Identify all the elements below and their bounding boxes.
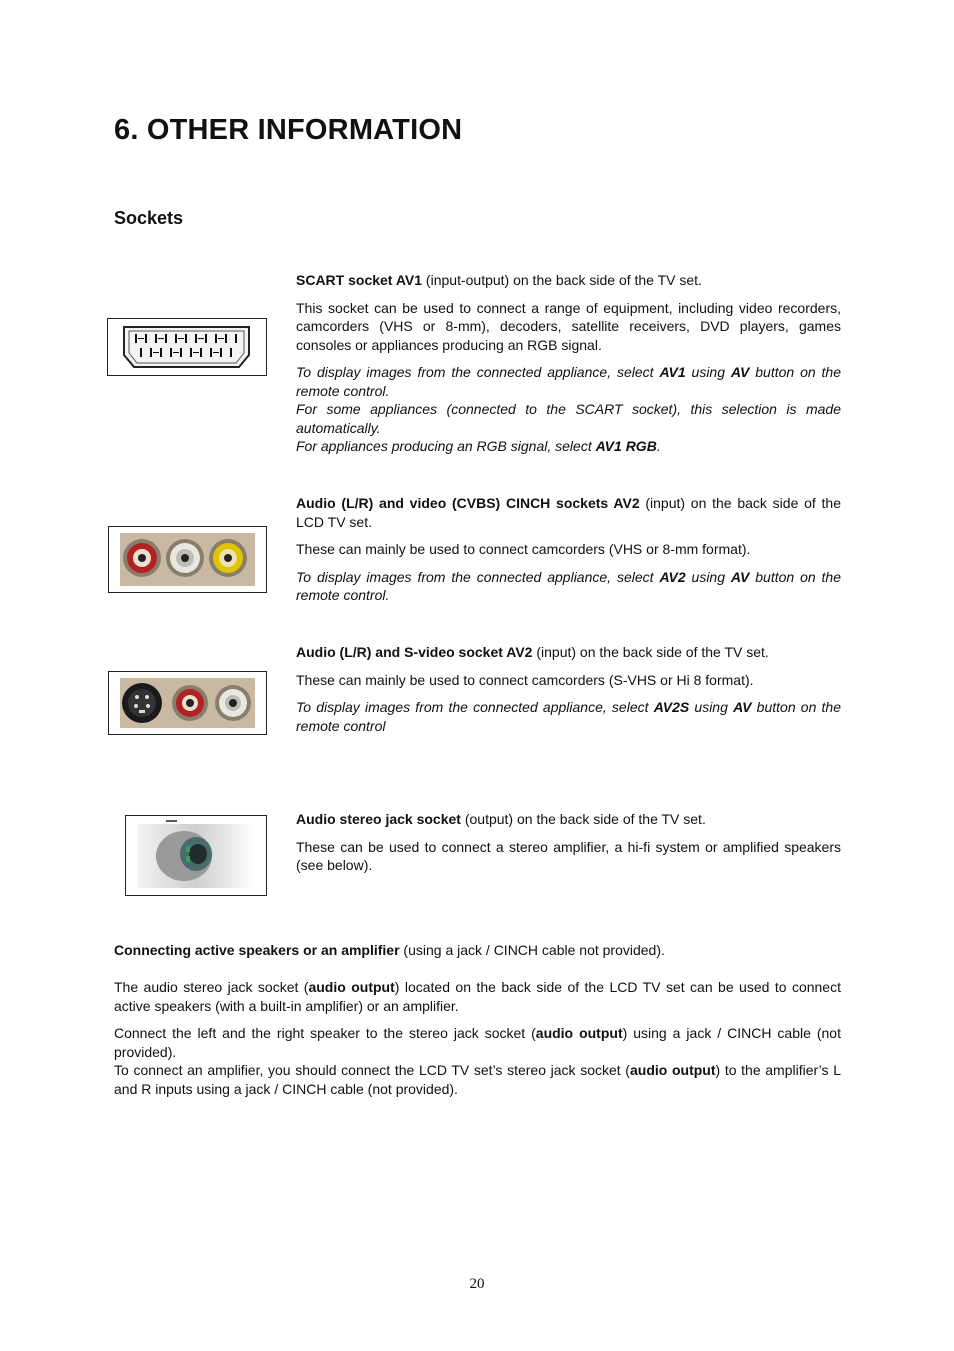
rca-sockets-icon <box>109 527 266 592</box>
jack-description: Audio stereo jack socket (output) on the back side of the TV set. These can be used to connect a stereo amplifier, a hi-fi system or amplified speakers (see below). <box>296 811 841 873</box>
section-heading-sockets: Sockets <box>114 208 184 228</box>
svideo-description: Audio (L/R) and S-video socket AV2 (input) on the back side of the TV set. These can mainly be used to connect camcorders (S-VHS or Hi 8 format). To display images from the connected appliance, select AV2S using AV button on the remote control <box>296 644 841 734</box>
scart-auto-note: For some appliances (connected to the SCART socket), this selection is made automatically. <box>296 401 841 436</box>
scart-paragraph: This socket can be used to connect a range of equipment, including video recorders, camcorders (VHS or 8-mm), decoders, satellite receivers, DVD players, games consoles or appliances producing an RGB signal. <box>296 299 841 353</box>
scart-connector-icon <box>108 319 266 375</box>
svideo-sockets-icon <box>109 672 266 734</box>
connecting-paragraph-1: The audio stereo jack socket (audio output) located on the back side of the LCD TV set can be used to connect active speakers (with a built-in amplifier) or an amplifier. <box>114 979 841 1014</box>
page-title: 6. OTHER INFORMATION <box>114 114 463 146</box>
connecting-paragraph-3: To connect an amplifier, you should connect the LCD TV set’s stereo jack socket (audio output) to the amplifier’s L and R inputs using a jack / CINCH cable (not provided). <box>114 1062 841 1097</box>
svideo-instruction: To display images from the connected appliance, select AV2S using AV button on the remote control <box>296 699 841 734</box>
cinch-sockets-image <box>108 526 267 593</box>
scart-rgb-note: For appliances producing an RGB signal, select AV1 RGB. <box>296 438 661 454</box>
scart-socket-image <box>107 318 267 376</box>
cinch-paragraph: These can mainly be used to connect camcorders (VHS or 8-mm format). <box>296 541 751 557</box>
connecting-paragraph-2: Connect the left and the right speaker to the stereo jack socket (audio output) using a jack / CINCH cable (not provided). <box>114 1025 841 1060</box>
cinch-heading: Audio (L/R) and video (CVBS) CINCH sockets AV2 <box>296 495 640 511</box>
stereo-jack-icon <box>126 816 266 895</box>
connecting-heading: Connecting active speakers or an amplifier (using a jack / CINCH cable not provided). <box>114 942 665 958</box>
scart-heading: SCART socket AV1 <box>296 272 423 288</box>
scart-instruction: To display images from the connected appliance, select AV1 using AV button on the remote control. <box>296 364 841 399</box>
jack-socket-image <box>125 815 267 896</box>
page-number: 20 <box>469 1276 485 1292</box>
svideo-paragraph: These can mainly be used to connect camcorders (S-VHS or Hi 8 format). <box>296 671 754 688</box>
cinch-description: Audio (L/R) and video (CVBS) CINCH sockets AV2 (input) on the back side of the LCD TV set. These can mainly be used to connect camcorders (VHS or 8-mm format). To display images from the connected appliance, select AV2 using AV button on the remote control. <box>296 495 841 603</box>
connecting-body <box>114 978 841 1098</box>
jack-heading: Audio stereo jack socket <box>296 811 461 827</box>
svideo-heading: Audio (L/R) and S-video socket AV2 <box>296 644 533 660</box>
jack-paragraph: These can be used to connect a stereo amplifier, a hi-fi system or amplified speakers (see below). <box>296 838 841 873</box>
scart-description: SCART socket AV1 (input-output) on the back side of the TV set. This socket can be used to connect a range of equipment, including video recorders, camcorders (VHS or 8-mm), decoders, satellite receivers, DVD players, games consoles or appliances producing an RGB signal. To display images from the connected appliance, select AV1 using AV button on the remote control. For some appliances (connected to the SCART socket), this selection is made automatically. For appliances producing an RGB signal, select AV1 RGB. <box>296 272 841 454</box>
svideo-socket-image <box>108 671 267 735</box>
cinch-instruction: To display images from the connected appliance, select AV2 using AV button on the remote control. <box>296 568 841 603</box>
